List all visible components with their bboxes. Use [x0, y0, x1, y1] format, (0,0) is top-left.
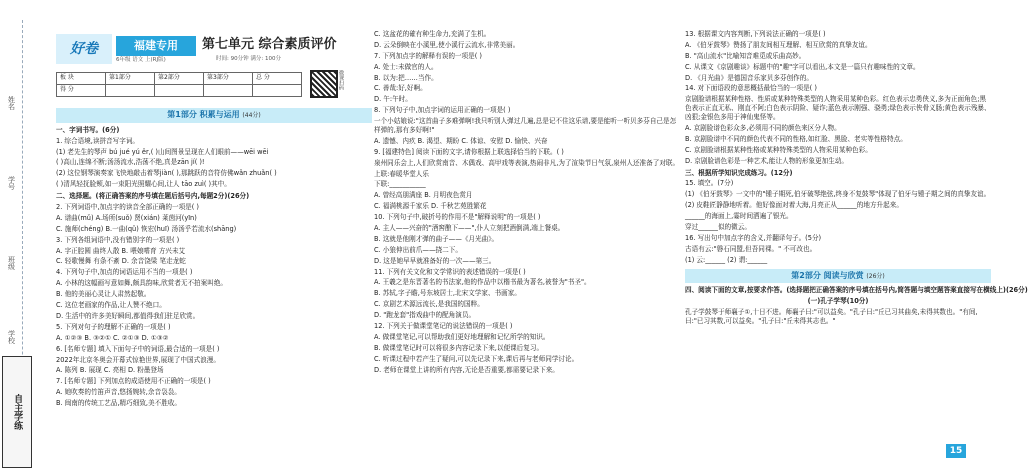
- question-line: 5. 下列对句子的理解不正确的一项是( ): [56, 322, 171, 331]
- question-line: B. 他的美丽心灵让人肃然起敬。: [56, 290, 151, 299]
- question-line: 2022年北京冬奥会开幕式惊艳世界,展现了中国式浪漫。: [56, 355, 220, 364]
- page-number: 15: [946, 444, 966, 458]
- part1-body: [56, 104, 372, 408]
- section-heading: 三、根据所学知识完成练习。(12分): [685, 168, 793, 177]
- question-line: C. 京剧脸谱根据某种性格或某种特殊类型的人物采用某种色彩。: [685, 145, 872, 154]
- gutter-school-label: 学校: [7, 330, 16, 344]
- series-badge: 自主学练: [2, 356, 32, 468]
- score-header-cell: 第1部分: [106, 73, 155, 85]
- column-middle: [374, 0, 680, 476]
- question-line: 下联:___________: [374, 180, 426, 189]
- question-line: D. 生活中的许多美好瞬间,都值得我们驻足欣赏。: [56, 311, 200, 320]
- question-line: C. 这位老画家的作品,让人赞不绝口。: [56, 301, 166, 310]
- question-line: A. 曾经高朋满座 B. 月明夜色赏月: [374, 191, 473, 200]
- question-line: D. 这是她早早就准备好的一次——第三。: [374, 256, 496, 265]
- question-line: C. 小狼伸出前爪——挠二下。: [374, 245, 462, 254]
- time-info: 时间: 90分钟 满分: 100分: [216, 56, 281, 62]
- question-line: B. 苏轼,字子瞻,号东坡居士,北宋文学家、书画家。: [374, 289, 521, 298]
- question-line: B. 这就是他刚才弹的曲子——《月光曲》。: [374, 234, 499, 243]
- gutter-id-label: 学号: [7, 176, 16, 190]
- question-line: 16. 写出句中加点字的含义,并翻译句子。(5分): [685, 233, 822, 242]
- question-line: A. 王羲之是东晋著名的书法家,他的作品中以楷书最为著名,被誉为"书圣"。: [374, 278, 591, 287]
- question-line: B. 京剧脸谱中不同的颜色代表不同的性格,如红脸、黑脸、老实等性格特点。: [685, 134, 907, 143]
- question-line: C. 轻歌慢舞 有条不紊 D. 余音饶梁 笔走龙蛇: [56, 257, 186, 266]
- question-line: C. 福满桃源千家乐 D. 千秋艺苑胜繁花: [374, 202, 487, 211]
- question-line: 11. 下列有关文化和文学常识的表述错误的一项是( ): [374, 267, 526, 276]
- question-line: (2) 皮鞋匠静静地听着。他好像面对着大海,月亮正从______的地方升起来。: [685, 201, 903, 210]
- unit-title: 第七单元 综合素质评价: [202, 37, 337, 52]
- question-line: 泉州同乐会上,人们欣赏南音、木偶戏、高甲戏等表演,热闹非凡,为了渲染节日气氛,泉州人还准备了对联。: [374, 158, 680, 167]
- question-line: ______的海面上,霎时间洒遍了银光。: [685, 212, 793, 221]
- question-line: A. 做课堂笔记,可以帮助我们更好地理解和记忆所学的知识。: [374, 332, 550, 341]
- score-header-cell: 板 块: [57, 73, 106, 85]
- section-heading: 二、选择题。(将正确答案的序号填在题后括号内,每题2分)(26分): [56, 192, 250, 201]
- part2-score: (26分): [866, 272, 885, 280]
- col3-question-list: [685, 30, 991, 265]
- question-line: A. 遗憾、内疚 B. 渴望、期盼 C. 体谅、安慰 D. 愉快、兴奋: [374, 136, 548, 145]
- question-line: (1) 《伯牙鼓琴》一文中的"锺子期死,伯牙破琴绝弦,终身不复鼓琴"体现了伯牙与锺子期之间的真挚友谊。: [685, 190, 991, 199]
- score-row-label: 得 分: [57, 85, 106, 97]
- question-line: 7. [名师专题] 下列加点的成语使用不正确的一项是( ): [56, 377, 211, 386]
- part2-title: [685, 269, 991, 284]
- question-line: 古语有云:"磐石同盟,但吾同裸。" 不可改也。: [685, 244, 817, 253]
- question-line: 8. 下列句子中,加点字词的运用正确的一项是( ): [374, 106, 511, 115]
- question-line: C. 京剧艺术源远流长,是我国的国粹。: [374, 300, 484, 309]
- question-line: 6. [名师专题] 填入下面句子中的词语,最合适的一项是( ): [56, 344, 220, 353]
- passage-title: (一)孔子学琴(10分): [807, 297, 869, 306]
- question-line: A. 京剧脸谱色彩众多,必须用不同的颜色来区分人物。: [685, 124, 841, 133]
- section-heading: 四、阅读下面的文章,按要求作答。(选择题把正确答案的序号填在括号内,简答题与填空题答案直接写在横线上)(26分): [685, 286, 1028, 295]
- question-line: A. 《伯牙鼓琴》赞扬了朋友间相互理解、相互欣赏的真挚友谊。: [685, 40, 872, 49]
- part1-title-text: 第1部分 积累与运用: [167, 110, 240, 119]
- col1-question-list: [56, 126, 372, 408]
- question-line: 9. [福建特色] 阅读下面的文字,请你根据上联选择恰当的下联。( ): [374, 147, 564, 156]
- question-line: (2) 这位钢琴演奏家飞快地敲击着琴jiàn( ),那跳跃的音符仿佛wǎn zhuǎn( ): [56, 169, 277, 178]
- question-line: 13. 根据课文内容判断,下列说法正确的一项是( ): [685, 30, 826, 38]
- scan-label: 微课扫码: [338, 70, 344, 90]
- question-line: A. 她吹奏的竹笛声音,悠扬婉转,余音袅袅。: [56, 388, 181, 397]
- question-line: 2. 下列词语中,加点字的读音全部正确的一项是( ): [56, 203, 200, 212]
- question-line: 1. 综合语境,读拼音写字词。: [56, 136, 140, 145]
- qr-code: [310, 70, 338, 98]
- question-line: 10. 下列句子中,破折号的作用不是"解释说明"的一项是( ): [374, 213, 541, 222]
- question-line: C. 施师(chéng) B.一曲(qǔ) 恢宏(huī) 汤汤乎若流水(shāng): [56, 224, 237, 233]
- part1-score: (44分): [242, 112, 261, 119]
- question-line: (1) 老先生的琴声 bú jué yú ěr,( )山间图景呈现在人们眼前——wēi wēi: [56, 147, 269, 156]
- score-header-cell: 第3部分: [204, 73, 253, 85]
- section-heading: 一、字词书写。(6分): [56, 125, 120, 134]
- question-line: 14. 对下面语段的意思概括最恰当的一项是( ): [685, 84, 817, 93]
- question-line: (1) 云:______ (2) 谓:______: [685, 255, 768, 264]
- question-line: 一个小姑娘说:"这首曲子多难弹啊!我只听别人弹过几遍,总是记不住这乐谱,要是能听一听贝多芬自己是怎样弹的,那有多好啊!": [374, 117, 677, 135]
- column-right: [685, 0, 1028, 476]
- question-line: B. "高山流水"比喻知音难觅或乐曲高妙。: [685, 51, 806, 60]
- question-line: B. 以为:把……当作。: [374, 73, 438, 82]
- part2-title-text: 第2部分 阅读与欣赏: [791, 270, 864, 280]
- question-line: A. ①②③ B. ③②① C. ②①③ D. ①③②: [56, 333, 169, 342]
- gutter-name-label: 姓名: [7, 96, 16, 110]
- question-line: A. 陈列 B. 展现 C. 亮相 D. 粉墨登场: [56, 366, 164, 375]
- question-line: D. 老师在课堂上讲的所有内容,无论是否重要,都需要记录下来。: [374, 365, 559, 374]
- page-header: [56, 0, 372, 70]
- question-line: D. 《月光曲》是德国音乐家贝多芬创作的。: [685, 73, 813, 82]
- question-line: 3. 下列各组词语中,没有错别字的一项是( ): [56, 235, 180, 244]
- question-line: A. 谱曲(mǔ) A.场所(suǒ) 贤(xián) 莱茵河(yīn): [56, 213, 197, 222]
- column-left: [56, 0, 372, 476]
- logo: 好卷: [56, 34, 112, 64]
- score-table: [56, 72, 302, 97]
- question-line: 15. 填空。(7分): [685, 179, 734, 188]
- gutter-class-label: 班级: [7, 256, 16, 270]
- question-line: 4. 下列句子中,加点的词语运用不当的一项是( ): [56, 268, 193, 277]
- question-line: A. 主人——兴奋的"酒窖酿下——",仆人立刻把酒倒满,端上餐桌。: [374, 224, 565, 233]
- question-line: D. "跑龙套"指戏曲中的配角演员。: [374, 311, 476, 320]
- score-cell[interactable]: [155, 85, 204, 97]
- edition-label: 6年级 语文 上(RJ版): [116, 57, 166, 63]
- score-header-cell: 第2部分: [155, 73, 204, 85]
- col2-question-list: [374, 30, 680, 375]
- question-line: 孔子学鼓琴于师襄子①,十日不进。师襄子曰:"可以益矣。"孔子曰:"丘已习其曲矣,未得其数也。"有间,曰:"已习其数,可以益矣。"孔子曰:"丘未得其志也。": [685, 308, 978, 326]
- question-line: ( )高山,连绵不断;汤汤流水,浩荡不绝,真是zān jí( )!: [56, 158, 205, 167]
- question-line: C. 善哉:好,好啊。: [374, 84, 427, 93]
- question-line: D. 京剧脸谱色彩是一种艺术,能让人物的形象更加生动。: [685, 156, 849, 165]
- question-line: C. 从课文《京剧趣谈》标题中的"趣"字可以看出,本文是一篇只有趣味性的文章。: [685, 62, 920, 71]
- question-line: 上联:春暖华堂人乐: [374, 169, 429, 178]
- score-cell[interactable]: [106, 85, 155, 97]
- question-line: B. 做课堂笔记时可以将很多内容记录下来,以便课后复习。: [374, 343, 544, 352]
- question-line: C. 听课过程中若产生了疑问,可以先记录下来,课后再与老师同学讨论。: [374, 354, 579, 363]
- score-cell[interactable]: [204, 85, 253, 97]
- score-header-cell: 总 分: [253, 73, 302, 85]
- question-line: ( )清风轻抚脸颊,如一束阳光照耀心间,让人 tāo zuì( )其中。: [56, 180, 231, 189]
- question-line: D. 云朵倒映在小溪里,使小溪行云流水,非常美丽。: [374, 40, 520, 49]
- question-line: 7. 下列加点字的解释有误的一项是( ): [374, 51, 482, 60]
- question-line: 12. 下列关于做课堂笔记的说法错误的一项是( ): [374, 322, 513, 331]
- reading-section: [685, 286, 1028, 326]
- question-line: A. 小林的这幅画写意如舞,颇具韵味,欣赏者无不拍案叫绝。: [56, 279, 228, 288]
- question-line: 穿过______似的微云。: [685, 223, 751, 232]
- question-line: C. 这盆花的確有种生命力,充满了生机。: [374, 30, 491, 38]
- binding-gutter: [0, 0, 34, 476]
- brand-banner: 福建专用: [116, 36, 196, 56]
- question-line: A. 处士:未做官的人。: [374, 62, 438, 71]
- question-line: A. 字正腔圆 曲终人散 B. 喂娘嗜育 方兴未艾: [56, 246, 186, 255]
- score-cell[interactable]: [253, 85, 302, 97]
- question-line: B. 闽南的传统工艺品,精巧细致,美不胜收。: [56, 399, 182, 408]
- question-line: 京剧脸谱根据某种性格、性质或某种特殊类型的人物采用某种色彩。红色表示忠勇侠义,多为正面角色;黑色表示正直无私、刚直不阿;白色表示阴险、疑诈;蓝色表示刚强、骁勇;绿色表示侠骨义肠;黄色表示残暴、凶狠;金银色多用于神仙鬼怪等。: [685, 95, 991, 122]
- question-line: D. 午:午时。: [374, 95, 412, 104]
- part1-title: [56, 108, 372, 123]
